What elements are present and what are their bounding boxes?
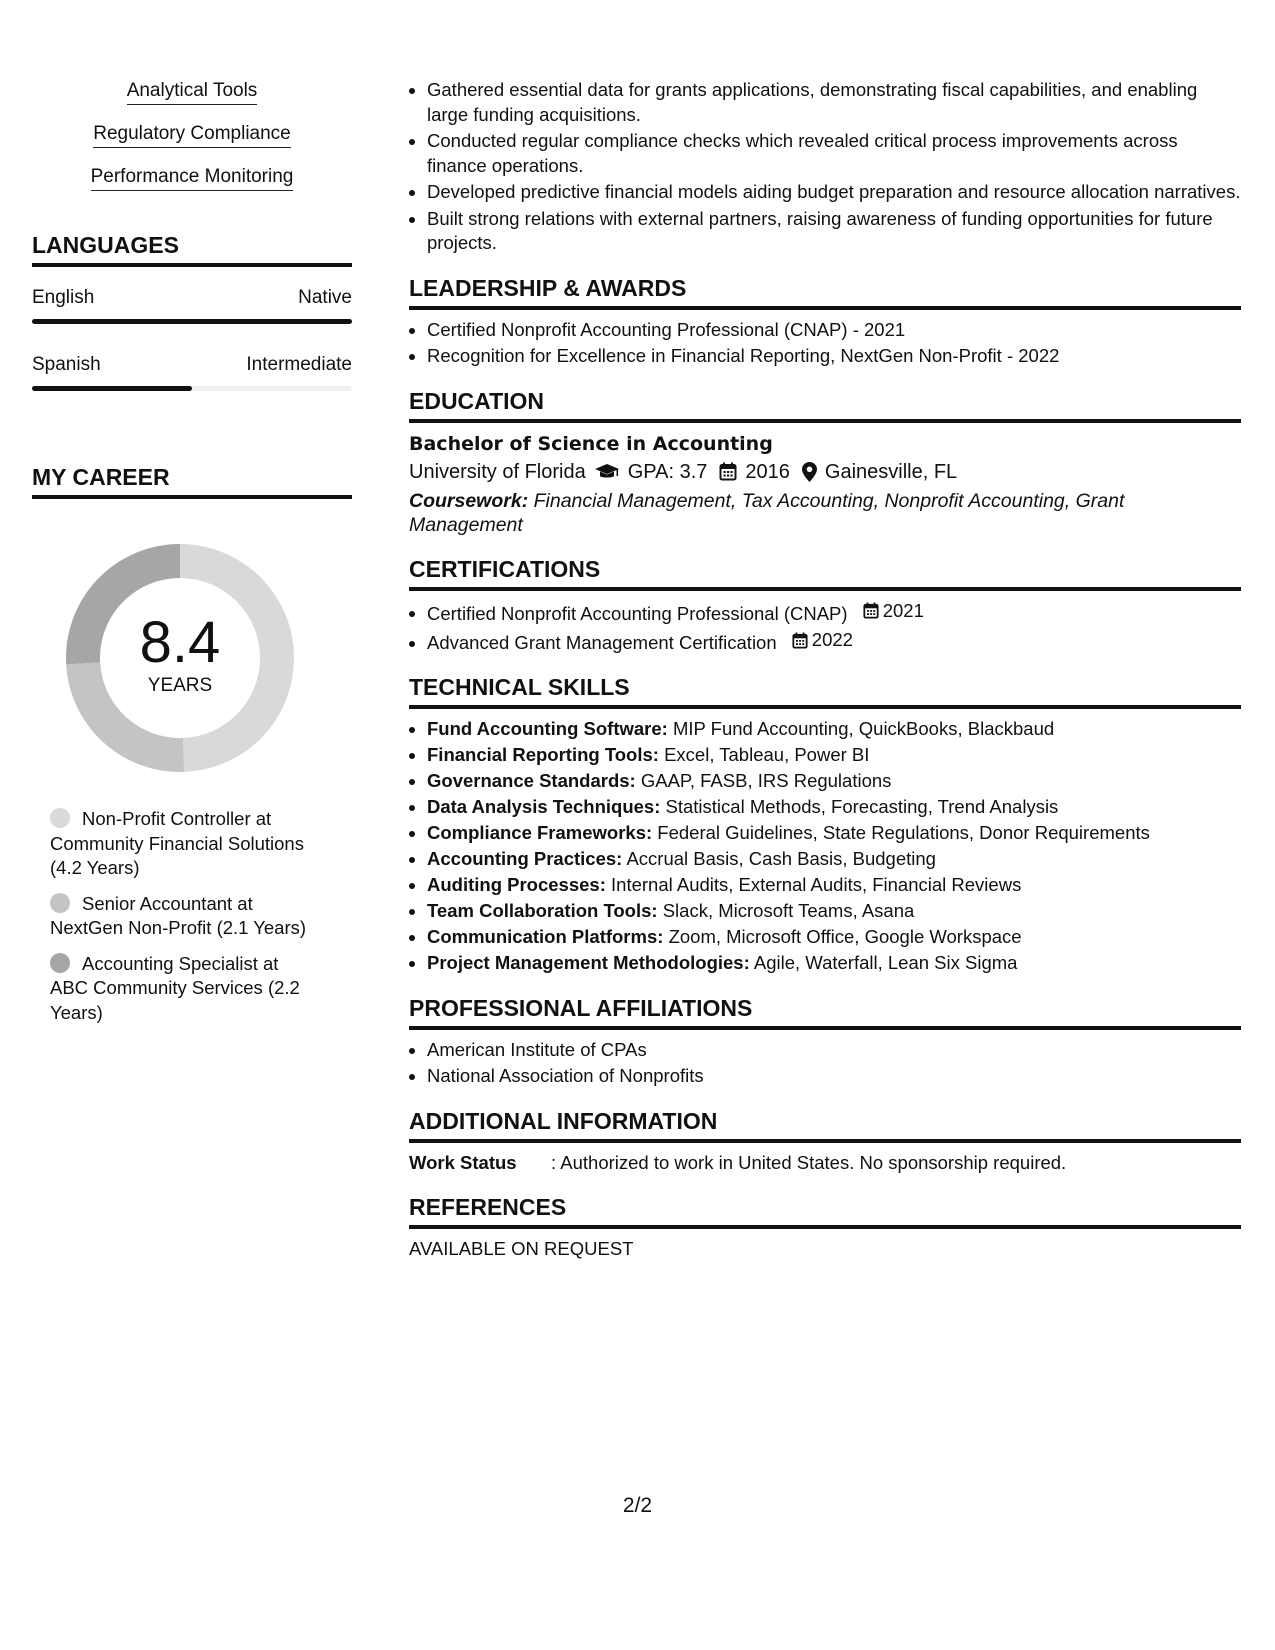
work-status-label: Work Status	[409, 1151, 517, 1173]
certification-year: 2022	[811, 628, 853, 650]
work-status-row	[409, 1151, 1241, 1175]
certification-item: • Certified Nonprofit Accounting Professional (CNAP) 2021	[427, 599, 1241, 626]
language-name: Spanish	[32, 354, 101, 375]
skill-list	[32, 80, 352, 191]
language-spanish	[32, 354, 352, 391]
affiliations-heading: PROFESSIONAL AFFILIATIONS	[409, 994, 1241, 1030]
skill-item: Analytical Tools	[32, 80, 352, 105]
calendar-icon	[863, 602, 879, 619]
school-location: Gainesville, FL	[824, 460, 958, 483]
career-donut-chart	[65, 543, 295, 773]
sidebar	[32, 80, 352, 1036]
leadership-heading: LEADERSHIP & AWARDS	[409, 274, 1241, 310]
technical-skills-list	[409, 717, 1241, 976]
technical-skill-item: • Team Collaboration Tools: Slack, Microsoft Teams, Asana	[427, 899, 1241, 924]
technical-skill-item: • Communication Platforms: Zoom, Microsoft Office, Google Workspace	[427, 925, 1241, 950]
coursework-text: Financial Management, Tax Accounting, Nonprofit Accounting, Grant Management	[409, 489, 1125, 536]
technical-skill-item: • Project Management Methodologies: Agile, Waterfall, Lean Six Sigma	[427, 951, 1241, 976]
calendar-icon	[792, 632, 808, 649]
career-item: Senior Accountant at NextGen Non-Profit (2.1 Years)	[50, 892, 307, 938]
affiliation-item: • American Institute of CPAs	[427, 1038, 1241, 1063]
calendar-icon	[719, 462, 737, 481]
career-legend	[50, 807, 320, 1025]
affiliation-item: • National Association of Nonprofits	[427, 1064, 1241, 1089]
career-heading: MY CAREER	[32, 463, 352, 499]
page-number: 2/2	[622, 1494, 653, 1517]
technical-skill-item: • Accounting Practices: Accrual Basis, Cash Basis, Budgeting	[427, 847, 1241, 872]
school-name: University of Florida	[409, 460, 586, 483]
degree-title: Bachelor of Science in Accounting	[409, 432, 773, 455]
experience-bullet: • Conducted regular compliance checks which revealed critical process improvements across finance operations.	[427, 129, 1241, 178]
languages-heading: LANGUAGES	[32, 231, 352, 267]
technical-skills-heading: TECHNICAL SKILLS	[409, 673, 1241, 709]
experience-bullet: • Gathered essential data for grants applications, demonstrating fiscal capabilities, and enabling large funding acquisitions.	[427, 78, 1241, 127]
career-item: Non-Profit Controller at Community Financial Solutions (4.2 Years)	[50, 808, 304, 878]
career-total-years: 8.4	[139, 610, 221, 675]
affiliations-list	[409, 1038, 1241, 1089]
certification-item: • Advanced Grant Management Certification 2022	[427, 628, 1241, 655]
technical-skill-item: • Auditing Processes: Internal Audits, External Audits, Financial Reviews	[427, 873, 1241, 898]
additional-info-heading: ADDITIONAL INFORMATION	[409, 1107, 1241, 1143]
language-bar-fill	[32, 386, 192, 391]
experience-bullet: • Built strong relations with external partners, raising awareness of funding opportunities for future projects.	[427, 207, 1241, 256]
leadership-item: • Recognition for Excellence in Financial Reporting, NextGen Non-Profit - 2022	[427, 344, 1241, 369]
leadership-list	[409, 318, 1241, 369]
main-column	[409, 78, 1241, 1261]
language-name: English	[32, 287, 95, 308]
certifications-list	[409, 599, 1241, 656]
location-pin-icon	[802, 462, 817, 482]
language-english	[32, 287, 352, 324]
legend-dot-icon	[50, 808, 70, 828]
references-heading: REFERENCES	[409, 1193, 1241, 1229]
experience-bullet: • Developed predictive financial models aiding budget preparation and resource allocation narratives.	[427, 180, 1241, 205]
work-status-value: : Authorized to work in United States. No sponsorship required.	[551, 1151, 1067, 1173]
technical-skill-item: • Governance Standards: GAAP, FASB, IRS Regulations	[427, 769, 1241, 794]
legend-dot-icon	[50, 953, 70, 973]
technical-skill-item: • Fund Accounting Software: MIP Fund Accounting, QuickBooks, Blackbaud	[427, 717, 1241, 742]
technical-skill-item: • Financial Reporting Tools: Excel, Tableau, Power BI	[427, 743, 1241, 768]
language-bar	[32, 319, 352, 324]
technical-skill-item: • Compliance Frameworks: Federal Guidelines, State Regulations, Donor Requirements	[427, 821, 1241, 846]
skill-item: Performance Monitoring	[32, 166, 352, 191]
certification-year: 2021	[882, 599, 924, 621]
legend-dot-icon	[50, 893, 70, 913]
technical-skill-item: • Data Analysis Techniques: Statistical Methods, Forecasting, Trend Analysis	[427, 795, 1241, 820]
experience-bullets	[409, 78, 1241, 256]
coursework-label: Coursework:	[409, 489, 529, 512]
language-level: Native	[298, 287, 352, 308]
graduation-year: 2016	[745, 460, 790, 483]
education-heading: EDUCATION	[409, 387, 1241, 423]
language-bar	[32, 386, 352, 391]
graduation-cap-icon	[594, 463, 620, 481]
gpa: GPA: 3.7	[627, 460, 708, 483]
skill-item: Regulatory Compliance	[32, 123, 352, 148]
language-bar-fill	[32, 319, 352, 324]
references-text: AVAILABLE ON REQUEST	[409, 1237, 634, 1259]
career-unit: YEARS	[147, 675, 213, 696]
language-level: Intermediate	[246, 354, 352, 375]
coursework	[409, 489, 1241, 537]
education-details	[409, 457, 1241, 487]
career-item: Accounting Specialist at ABC Community Services (2.2 Years)	[50, 952, 300, 1023]
certifications-heading: CERTIFICATIONS	[409, 555, 1241, 591]
leadership-item: • Certified Nonprofit Accounting Professional (CNAP) - 2021	[427, 318, 1241, 343]
